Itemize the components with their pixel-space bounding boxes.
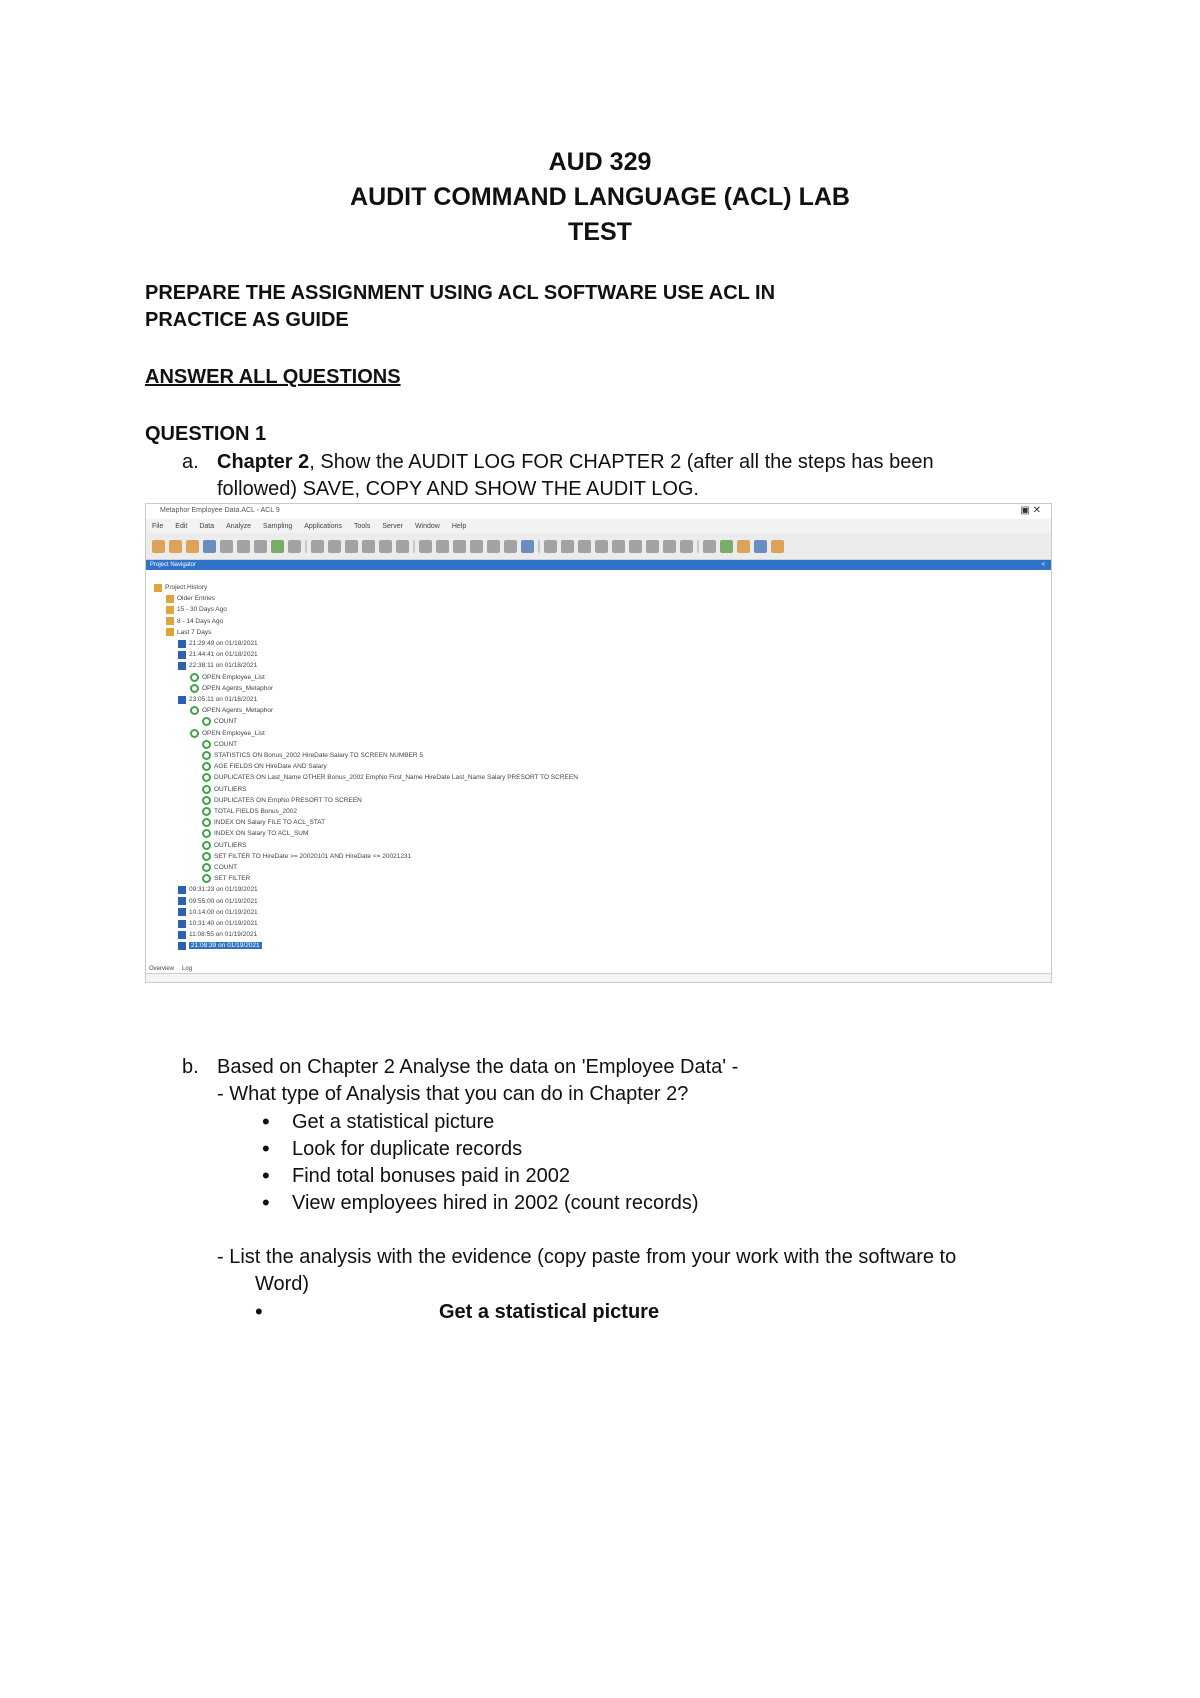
instruction-line-1: PREPARE THE ASSIGNMENT USING ACL SOFTWARE USE ACL IN (145, 282, 776, 304)
log-entry-label: Last 7 Days (177, 628, 212, 636)
course-code: AUD 329 (548, 148, 652, 176)
session-icon (178, 640, 186, 648)
log-entry[interactable] (202, 795, 362, 806)
log-entry-label: TOTAL FIELDS Bonus_2002 (214, 808, 297, 815)
log-entry-label: SET FILTER TO HireDate >= 20020101 AND HireDate <= 20021231 (214, 852, 412, 860)
folder-icon (166, 617, 174, 625)
menu-item[interactable]: Window (414, 522, 440, 530)
check-icon (202, 751, 211, 760)
acl-audit-log-screenshot (145, 503, 1052, 983)
log-entry[interactable] (202, 716, 237, 727)
log-entry-label: 09:31:23 on 01/19/2021 (189, 886, 258, 894)
toolbar-button-icon[interactable] (169, 540, 182, 553)
session-icon (178, 696, 186, 704)
part-b-sub-question-2-line-1: - List the analysis with the evidence (copy paste from your work with the software to (217, 1246, 957, 1268)
log-entry[interactable] (178, 896, 258, 907)
navigator-tab[interactable]: Log (182, 966, 193, 972)
check-icon (202, 785, 211, 794)
folder-icon (166, 628, 174, 636)
check-icon (202, 740, 211, 749)
log-entry-label: 22:38:11 on 01/18/2021 (189, 662, 258, 670)
log-entry[interactable] (202, 772, 578, 783)
answer-all-heading: ANSWER ALL QUESTIONS (145, 366, 401, 388)
check-icon (202, 841, 211, 850)
session-icon (178, 886, 186, 894)
log-entry[interactable] (202, 873, 250, 884)
toolbar-button-icon[interactable] (578, 540, 591, 553)
toolbar-button-icon[interactable] (470, 540, 483, 553)
list-item: • Get a statistical picture (292, 1111, 699, 1138)
toolbar-button-icon[interactable] (629, 540, 642, 553)
log-entry-label: 15 - 30 Days Ago (177, 606, 227, 614)
check-icon (190, 673, 199, 682)
window-title: Metaphor Employee Data.ACL - ACL 9 (160, 507, 280, 514)
log-entry[interactable] (178, 940, 262, 951)
toolbar-button-icon[interactable] (754, 540, 767, 553)
part-b-sub-question-1: - What type of Analysis that you can do in Chapter 2? (217, 1083, 689, 1105)
analysis-type-list (292, 1111, 699, 1219)
check-icon (202, 762, 211, 771)
toolbar-separator (697, 540, 699, 553)
log-entry[interactable] (202, 840, 247, 851)
toolbar-button-icon[interactable] (504, 540, 517, 553)
log-entry[interactable] (178, 929, 257, 940)
log-entry-label: DUPLICATES ON Last_Name OTHER Bonus_2002 EmpNo First_Name HireDate Last_Name Salary PRESORT TO SCREEN (214, 774, 578, 782)
menu-item[interactable]: Data (199, 522, 215, 530)
toolbar-button-icon[interactable] (362, 540, 375, 553)
toolbar-separator (413, 540, 415, 553)
log-entry-label: COUNT (214, 864, 238, 871)
question-1-heading: QUESTION 1 (145, 423, 267, 445)
project-navigator-header (146, 560, 1051, 570)
log-entry[interactable] (178, 694, 257, 705)
menu-item[interactable]: Analyze (226, 522, 252, 530)
log-entry-label: SET FILTER (214, 875, 251, 883)
session-icon (178, 897, 186, 905)
session-icon (178, 942, 186, 950)
menu-item[interactable]: Server (382, 522, 403, 530)
menu-item[interactable]: Sampling (263, 522, 293, 530)
session-icon (178, 662, 186, 670)
log-entry[interactable] (202, 862, 237, 873)
log-entry-label: COUNT (214, 740, 238, 748)
navigator-tab[interactable]: Overview (149, 966, 175, 972)
log-entry-label: DUPLICATES ON EmpNo PRESORT TO SCREEN (214, 796, 362, 804)
log-entry-label: AGE FIELDS ON HireDate AND Salary (214, 763, 327, 771)
toolbar-button-icon[interactable] (703, 540, 716, 553)
toolbar-button-icon[interactable] (521, 540, 534, 553)
toolbar-button-icon[interactable] (646, 540, 659, 553)
log-entry[interactable] (166, 593, 215, 604)
toolbar-button-icon[interactable] (680, 540, 693, 553)
toolbar-button-icon[interactable] (453, 540, 466, 553)
collapse-icon[interactable]: < (1041, 562, 1045, 568)
log-entry-label: OPEN Employee_List (202, 729, 265, 737)
log-entry[interactable] (178, 649, 258, 660)
toolbar-button-icon[interactable] (203, 540, 216, 553)
log-entry-label: 21:44:41 on 01/18/2021 (189, 651, 258, 659)
test-label: TEST (568, 218, 632, 246)
list-item: • Look for duplicate records (292, 1138, 699, 1165)
log-entry[interactable] (154, 582, 207, 593)
log-entry[interactable] (190, 705, 273, 716)
log-entry[interactable] (202, 739, 237, 750)
log-entry-label: INDEX ON Salary FILE TO ACL_STAT (214, 819, 326, 827)
part-a-marker: a. (182, 451, 199, 473)
list-item: • Find total bonuses paid in 2002 (292, 1165, 699, 1192)
toolbar-button-icon[interactable] (288, 540, 301, 553)
menu-bar (146, 519, 1051, 533)
log-entry-label: STATISTICS ON Bonus_2002 HireDate Salary TO SCREEN NUMBER 5 (214, 752, 424, 759)
menu-item[interactable]: Edit (175, 522, 188, 530)
log-entry[interactable] (190, 728, 265, 739)
toolbar-button-icon[interactable] (771, 540, 784, 553)
log-entry-label: 09:55:00 on 01/19/2021 (189, 897, 258, 905)
check-icon (202, 807, 211, 816)
log-entry-label: 8 - 14 Days Ago (177, 617, 224, 625)
log-entry[interactable] (202, 761, 327, 772)
log-entry-label: OUTLIERS (214, 841, 247, 849)
toolbar-button-icon[interactable] (186, 540, 199, 553)
window-titlebar (146, 504, 1051, 519)
toolbar-button-icon[interactable] (271, 540, 284, 553)
log-entry-label: 11:08:55 on 01/19/2021 (189, 931, 258, 939)
toolbar-button-icon[interactable] (345, 540, 358, 553)
menu-item[interactable]: Applications (304, 522, 342, 530)
part-b-sub-question-2-line-2: Word) (255, 1273, 310, 1295)
evidence-heading: Get a statistical picture (439, 1301, 660, 1323)
list-item: • View employees hired in 2002 (count records) (292, 1192, 699, 1219)
log-entry[interactable] (166, 616, 223, 627)
toolbar-button-icon[interactable] (595, 540, 608, 553)
part-a-text-line-1 (217, 451, 934, 474)
part-a-text-line-2: followed) SAVE, COPY AND SHOW THE AUDIT LOG. (217, 478, 699, 500)
folder-icon (166, 595, 174, 603)
log-entry-label: COUNT (214, 718, 238, 726)
check-icon (202, 829, 211, 838)
toolbar-button-icon[interactable] (720, 540, 733, 553)
log-entry[interactable] (178, 660, 257, 671)
check-icon (190, 706, 199, 715)
log-entry-label: OPEN Agents_Metaphor (202, 707, 274, 715)
toolbar-button-icon[interactable] (152, 540, 165, 553)
toolbar-button-icon[interactable] (220, 540, 233, 553)
bullet-icon: • (255, 1299, 263, 1324)
check-icon (190, 729, 199, 738)
toolbar-button-icon[interactable] (487, 540, 500, 553)
log-entry[interactable] (202, 784, 247, 795)
log-entry[interactable] (202, 817, 325, 828)
log-entry[interactable] (190, 672, 265, 683)
folder-icon (154, 584, 162, 592)
course-title: AUDIT COMMAND LANGUAGE (ACL) LAB (350, 183, 850, 211)
window-controls[interactable]: ▣ ✕ (1020, 505, 1041, 516)
check-icon (190, 684, 199, 693)
toolbar-button-icon[interactable] (561, 540, 574, 553)
toolbar-separator (538, 540, 540, 553)
toolbar-button-icon[interactable] (544, 540, 557, 553)
log-entry[interactable] (166, 604, 227, 615)
log-entry[interactable] (178, 638, 258, 649)
log-tree (146, 582, 1051, 958)
folder-icon (166, 606, 174, 614)
toolbar-button-icon[interactable] (737, 540, 750, 553)
log-entry[interactable] (178, 918, 258, 929)
check-icon (202, 852, 211, 861)
toolbar-button-icon[interactable] (612, 540, 625, 553)
toolbar-button-icon[interactable] (237, 540, 250, 553)
toolbar-button-icon[interactable] (436, 540, 449, 553)
part-a-text: , Show the AUDIT LOG FOR CHAPTER 2 (after all the steps has been (309, 451, 934, 473)
log-entry[interactable] (190, 683, 273, 694)
log-entry[interactable] (166, 627, 211, 638)
session-icon (178, 651, 186, 659)
part-b-marker: b. (182, 1056, 199, 1078)
log-entry-label: Project History (165, 584, 208, 591)
log-entry-label: 10:31:40 on 01/19/2021 (189, 920, 258, 927)
menu-item[interactable]: Help (451, 522, 467, 530)
log-entry-label: OUTLIERS (214, 785, 247, 793)
log-entry[interactable] (202, 806, 297, 817)
log-entry[interactable] (178, 884, 258, 895)
log-entry-label: 23:05:11 on 01/18/2021 (189, 696, 258, 703)
toolbar (146, 533, 1051, 560)
log-entry-label: OPEN Employee_List (202, 673, 265, 681)
toolbar-button-icon[interactable] (328, 540, 341, 553)
check-icon (202, 818, 211, 827)
toolbar-separator (305, 540, 307, 553)
log-entry-label: OPEN Agents_Metaphor (202, 684, 274, 692)
log-entry-label: 21:29:49 on 01/18/2021 (189, 640, 258, 647)
log-entry-label: Older Entries (177, 595, 215, 603)
check-icon (202, 863, 211, 872)
check-icon (202, 717, 211, 726)
log-entry-label: INDEX ON Salary TO ACL_SUM (214, 830, 309, 838)
session-icon (178, 931, 186, 939)
log-entry-label: 21:08:39 on 01/19/2021 (191, 942, 260, 950)
session-icon (178, 908, 186, 916)
log-entry[interactable] (202, 851, 411, 862)
toolbar-button-icon[interactable] (396, 540, 409, 553)
toolbar-button-icon[interactable] (379, 540, 392, 553)
toolbar-button-icon[interactable] (254, 540, 267, 553)
session-icon (178, 920, 186, 928)
instruction-line-2: PRACTICE AS GUIDE (145, 309, 349, 331)
navigator-tabs (146, 966, 192, 972)
panel-title: Project Navigator (150, 562, 197, 568)
log-entry[interactable] (202, 828, 308, 839)
check-icon (202, 874, 211, 883)
part-b-text: Based on Chapter 2 Analyse the data on 'Employee Data' - (217, 1056, 739, 1078)
status-bar (146, 973, 1051, 982)
toolbar-button-icon[interactable] (663, 540, 676, 553)
log-entry-label: 10:14:00 on 01/19/2021 (189, 908, 258, 916)
toolbar-button-icon[interactable] (419, 540, 432, 553)
log-entry[interactable] (178, 907, 258, 918)
log-entry[interactable] (202, 750, 423, 761)
check-icon (202, 796, 211, 805)
menu-item[interactable]: File (152, 522, 164, 530)
check-icon (202, 773, 211, 782)
chapter-label: Chapter 2 (217, 451, 310, 473)
menu-item[interactable]: Tools (353, 522, 371, 530)
toolbar-button-icon[interactable] (311, 540, 324, 553)
